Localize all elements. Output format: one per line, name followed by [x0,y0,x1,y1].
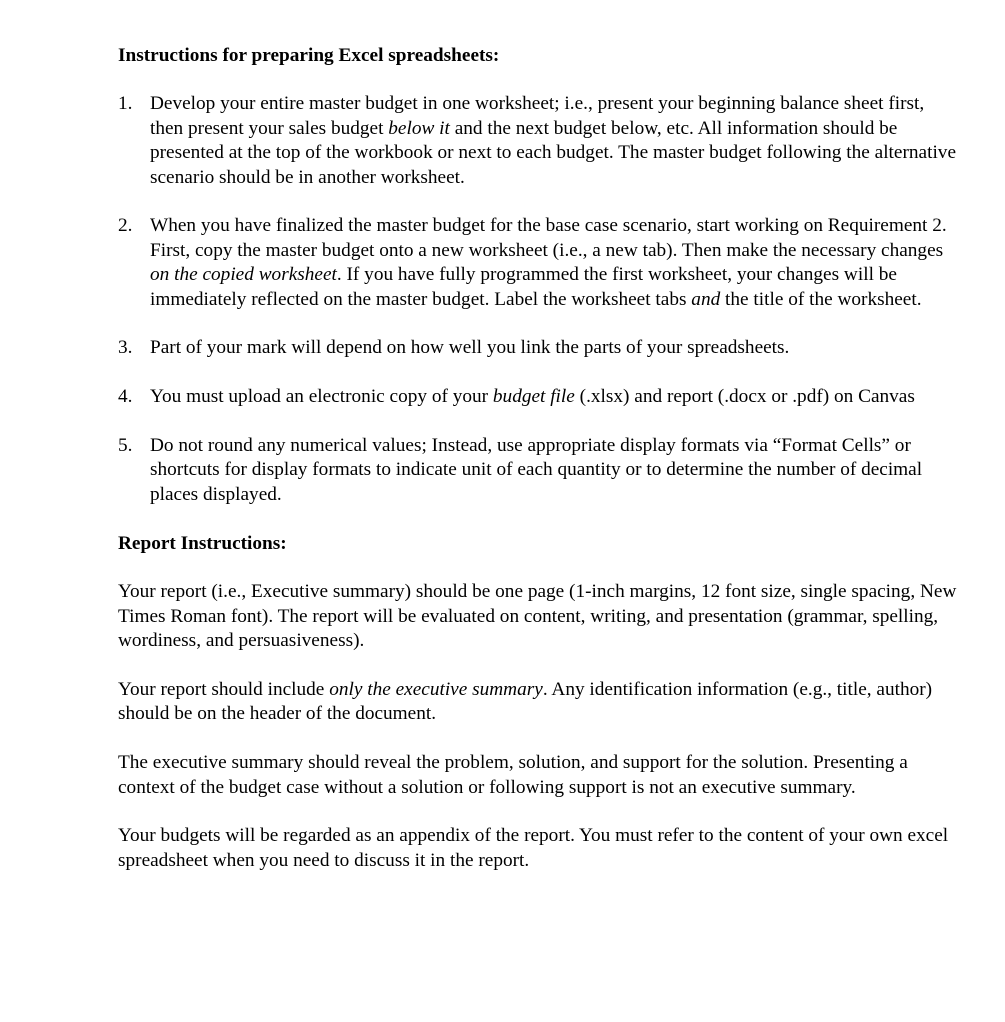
instruction-item [118,214,958,312]
item-text: Part of your mark will depend on how well you link the parts of your spreadsheets. [150,337,790,359]
item-text: Develop your entire master budget in one worksheet; i.e., present your beginning balance sheet first, then present your sales budget below it and the next budget below, etc. All information should be presented at the top of the workbook or next to each budget. The master budget following the alternative scenario should be in another worksheet. [150,93,956,188]
report-paragraph: Your budgets will be regarded as an appendix of the report. You must refer to the content of your own excel spreadsheet when you need to discuss it in the report. [118,825,949,871]
item-number: 4. [118,386,133,408]
document-page [118,44,958,873]
item-number: 5. [118,435,133,457]
excel-instructions-heading: Instructions for preparing Excel spreadsheets: [118,45,500,66]
instruction-item [118,385,958,409]
report-paragraph: Your report (i.e., Executive summary) should be one page (1-inch margins, 12 font size, single spacing, New Times Roman font). The report will be evaluated on content, writing, and presentation (grammar, spelling, wordiness, and persuasiveness). [118,581,957,652]
report-paragraph: Your report should include only the executive summary. Any identification information (e.g., title, author) should be on the header of the document. [118,679,933,725]
item-number: 3. [118,337,133,359]
excel-instructions-list [118,92,958,507]
item-number: 1. [118,93,133,115]
item-text: You must upload an electronic copy of your budget file (.xlsx) and report (.docx or .pdf) on Canvas [150,386,915,408]
report-paragraph: The executive summary should reveal the problem, solution, and support for the solution. Presenting a context of the budget case without a solution or following support is not an executive summary. [118,752,908,798]
instruction-item [118,336,958,360]
instruction-item [118,434,958,507]
item-text: When you have finalized the master budget for the base case scenario, start working on Requirement 2. First, copy the master budget onto a new worksheet (i.e., a new tab). Then make the necessary changes on the copied worksheet. If you have fully programmed the first worksheet, your changes will be immediately reflected on the master budget. Label the worksheet tabs and the title of the worksheet. [150,215,947,310]
item-number: 2. [118,215,133,237]
report-instructions-heading: Report Instructions: [118,532,287,554]
instruction-item [118,92,958,190]
item-text: Do not round any numerical values; Instead, use appropriate display formats via “Format Cells” or shortcuts for display formats to indicate unit of each quantity or to determine the number of decimal places displayed. [150,435,923,505]
